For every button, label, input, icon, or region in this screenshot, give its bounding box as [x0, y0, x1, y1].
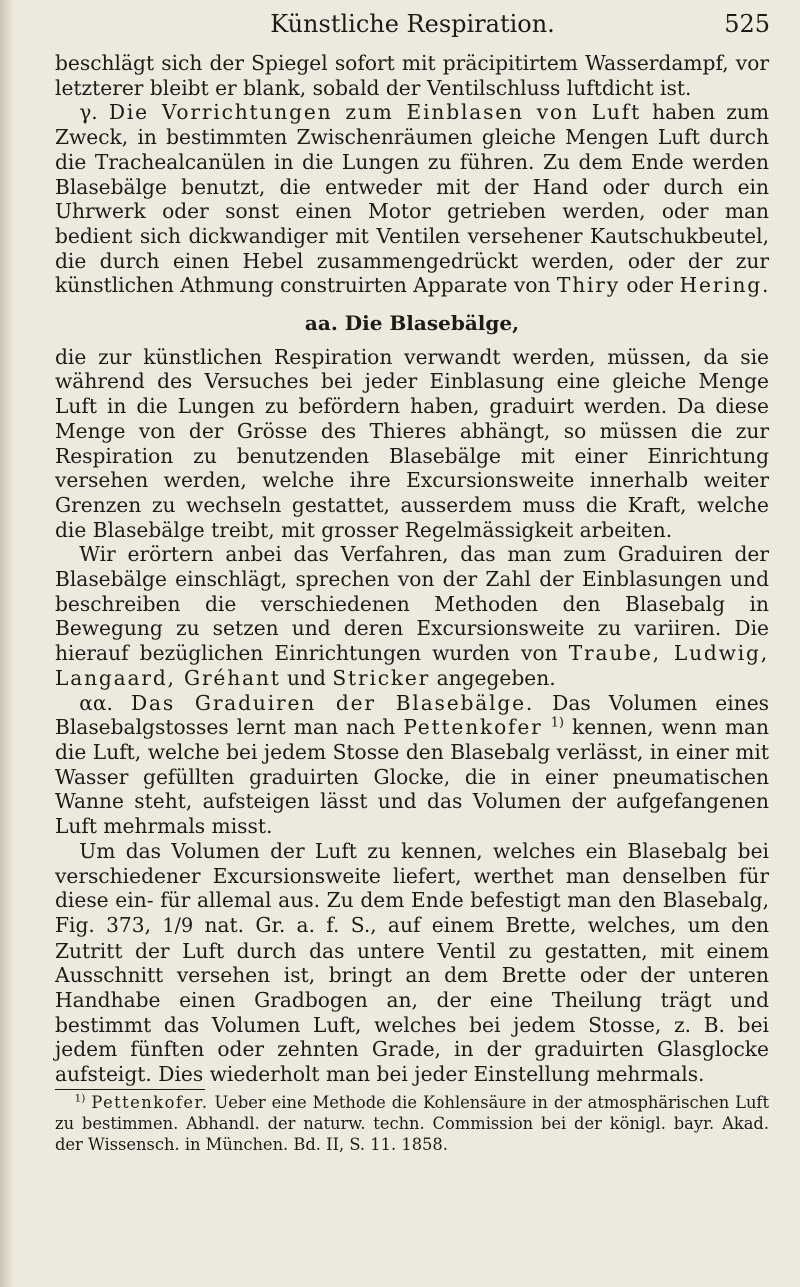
- body-text: [55, 51, 769, 1155]
- paragraph-text: haben zum Zweck, in bestimmten Zwischenräumen gleiche Mengen Luft durch die Trachealcanülen in die Lungen zu führen. Zu dem Ende werden Blasebälge benutzt, die entweder mit der Hand oder durch ein Uhrwerk oder sonst einen Motor getrieben werden, oder man bedient sich dickwandiger mit Ventilen versehener Kautschukbeutel, die durch einen Hebel zusammengedrückt werden, oder der zur künstlichen Athmung construirten Apparate von: [55, 100, 769, 298]
- page-number: 525: [724, 10, 770, 38]
- paragraph-text: .: [762, 273, 769, 298]
- paragraph-text: angegeben.: [436, 665, 556, 690]
- scale-fraction: 1/9: [162, 913, 194, 937]
- paragraph-text: kennen, wenn man die Luft, welche bei jedem Stosse den Blasebalg verlässt, in einer mit Wasser gefüllten graduirten Glocke, die in einer pneumatischen Wanne steht, aufsteigen lässt und das Volumen der aufgefangenen Luft mehrmals misst.: [55, 715, 769, 839]
- running-header: [55, 10, 770, 44]
- binding-shadow: [0, 0, 14, 1287]
- footnote-mark: 1): [74, 1092, 86, 1105]
- paragraph-label: γ.: [79, 100, 98, 125]
- paragraph-intro: beschlägt sich der Spiegel sofort mit präcipitirtem Wasserdampf, vor letzterer bleibt er blank, sobald der Ventilschluss luftdicht ist.: [55, 51, 769, 100]
- paragraph-title: Die Vorrichtungen zum Einblasen von Luft: [108, 100, 642, 125]
- paragraph-alpha: [55, 691, 769, 839]
- paragraph-text: nat. Gr. a. f. S., auf einem Brette, welches, um den Zutritt der Luft durch das untere Ventil zu gestatten, mit einem Ausschnitt versehen ist, bringt an dem Brette oder der unteren Handhabe einen Gradbogen an, der eine Theilung trägt und bestimmt das Volumen Luft, welches bei jedem Stosse, z. B. bei jedem fünften oder zehnten Grade, in der graduirten Glasglocke aufsteigt. Dies wiederholt man bei jeder Einstellung mehrmals.: [55, 912, 770, 1087]
- paragraph-text: Um das Volumen der Luft zu kennen, welches ein Blasebalg bei verschiedener Excursionsweite liefert, werthet man denselben für diese ein- für allemal aus. Zu dem Ende befestigt man den Blasebalg, Fig. 373,: [55, 838, 769, 937]
- footnote-rule: [55, 1089, 205, 1090]
- section-heading: aa. Die Blasebälge,: [304, 311, 520, 336]
- person-name: Stricker: [332, 665, 431, 690]
- paragraph-blasebaelge: die zur künstlichen Respiration verwandt werden, müssen, da sie während des Versuches bei jeder Einblasung eine gleiche Menge Luft in die Lungen zu befördern haben, graduirt werden. Da diese Menge von der Grösse des Thieres abhängt, so müssen die zur Respiration zu benutzenden Blasebälge mit einer Einrichtung versehen werden, welche ihre Excursionsweite innerhalb weiter Grenzen zu wechseln gestattet, ausserdem muss die Kraft, welche die Blasebälge treibt, mit grosser Regelmässigkeit arbeiten.: [55, 344, 769, 542]
- paragraph-text: Wir erörtern anbei das Verfahren, das man zum Graduiren der Blasebälge einschlägt, sprechen von der Zahl der Einblasungen und beschreiben die verschiedenen Methoden den Blasebalg in Bewegung zu setzen und deren Excursionsweite zu variiren. Die hierauf bezüglichen Einrichtungen wurden von: [55, 542, 769, 666]
- paragraph-title: Das Graduiren der Blasebälge.: [130, 690, 535, 715]
- person-name: Pettenkofer: [403, 715, 543, 740]
- footnote: [55, 1092, 769, 1155]
- person-name: Thiry: [556, 273, 620, 298]
- footnote-text: Ueber eine Methode die Kohlensäure in der atmosphärischen Luft zu bestimmen. Abhandl. der naturw. techn. Commission bei der königl. bayr. Akad. der Wissensch. in München. Bd. II, S. 11. 1858.: [55, 1092, 770, 1154]
- footnote-reference: 1): [550, 715, 565, 731]
- paragraph-wir: [55, 542, 769, 690]
- paragraph-label: αα.: [79, 690, 113, 715]
- person-names: Traube, Ludwig, Langaard, Gréhant: [55, 641, 769, 690]
- paragraph-um: [55, 839, 769, 1087]
- paragraph-text: und: [287, 665, 326, 690]
- paragraph-text: oder: [626, 273, 674, 298]
- paragraph-gamma: [55, 100, 769, 298]
- running-title: Künstliche Respiration.: [270, 10, 555, 38]
- person-name: Hering: [679, 273, 763, 298]
- paragraph-text: Das Volumen eines Blasebalgstosses lernt man nach: [55, 690, 770, 740]
- footnote-author: Pettenkofer.: [91, 1092, 209, 1112]
